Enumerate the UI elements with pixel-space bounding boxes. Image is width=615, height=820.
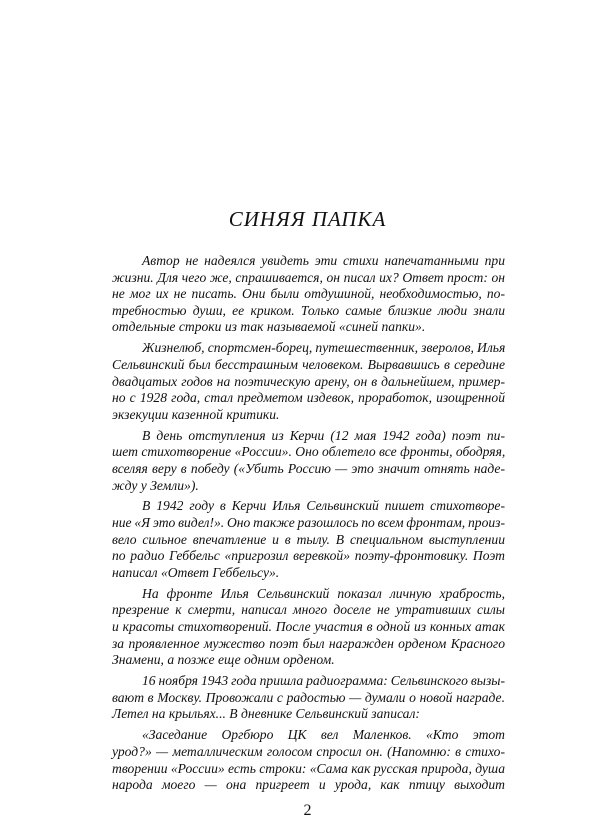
text-line: творении «России» есть строки: «Сама как русская природа, душа (112, 760, 505, 776)
text-line: вело сильное впечатление и в тылу. В специальном выступлении (112, 531, 505, 547)
text-line: жду у Земли»). (112, 477, 199, 493)
text-line: написал «Ответ Геббельсу». (112, 564, 280, 580)
text-line: за проявленное мужество поэт был награжден орденом Красного (112, 635, 505, 651)
text-line: отдельные строки из так называемой «синей папки». (112, 319, 426, 335)
paragraph (112, 340, 505, 423)
paragraph (112, 586, 505, 669)
text-line: по радио Геббельс «пригрозил веревкой» поэту-фронтовику. Поэт (112, 548, 505, 564)
chapter-title: СИНЯЯ ПАПКА (228, 207, 387, 231)
paragraph (112, 727, 505, 793)
paragraph (112, 428, 505, 494)
text-line: Жизнелюб, спортсмен-борец, путешественник, зверолов, Илья (142, 340, 506, 356)
text-line: вают в Москву. Провожали с радостью — думали о новой награде. (112, 689, 505, 705)
text-line: В день отступления из Керчи (12 мая 1942 года) поэт пи- (142, 427, 505, 443)
text-line: урод?» — металлическим голосом спросил он. (Напомню: в стихо- (112, 743, 505, 759)
text-line: В 1942 году в Керчи Илья Сельвинский пишет стихотворе- (142, 498, 505, 514)
text-line: презрение к смерти, написал много доселе не утративших силы (112, 602, 505, 618)
text-line: но с 1928 года, стал предметом издевок, проработок, изощренной (112, 390, 505, 406)
text-line: экзекуции казенной критики. (112, 406, 280, 422)
text-line: Знамени, а позже еще одним орденом. (112, 652, 335, 668)
paragraph (112, 498, 505, 581)
text-line: требностью души, ее криком. Только самые близкие люди знали (112, 302, 505, 318)
text-line: Сельвинский был бесстрашным человеком. Вырвавшись в середине (112, 356, 505, 372)
text-line: На фронте Илья Сельвинский показал личную храбрость, (142, 585, 505, 601)
text-line: не мог их не писать. Они были отдушиной, необходимостью, по- (112, 286, 505, 302)
text-line: «Заседание Оргбюро ЦК вел Маленков. «Кто этот (142, 727, 505, 743)
text-line: двадцатых годов на поэтическую арену, он в дальнейшем, пример- (112, 373, 505, 389)
text-line: вселяя веру в победу («Убить Россию — это значит отнять наде- (112, 460, 505, 476)
text-line: Автор не надеялся увидеть эти стихи напечатанными при (142, 253, 505, 268)
text-line: жизни. Для чего же, спрашивается, он писал их? Ответ прост: он (112, 269, 505, 285)
paragraph (112, 253, 505, 336)
text-line: народа моего — она пригреет и урода, как птицу выходит (112, 777, 505, 793)
text-line: ние «Я это видел!». Оно также разошлось по всем фронтам, произ- (112, 515, 505, 531)
paragraph (112, 673, 505, 723)
text-line: и красоты стихотворений. После участия в одной из конных атак (112, 619, 505, 635)
text-line: 16 ноября 1943 года пришла радиограмма: Сельвинского вызы- (142, 673, 505, 689)
text-line: Летел на крыльях... В дневнике Сельвинский записал: (112, 706, 420, 722)
body-text (112, 253, 505, 798)
text-line: шет стихотворение «России». Оно облетело все фронты, ободряя, (112, 444, 506, 460)
page-number: 2 (303, 802, 312, 819)
